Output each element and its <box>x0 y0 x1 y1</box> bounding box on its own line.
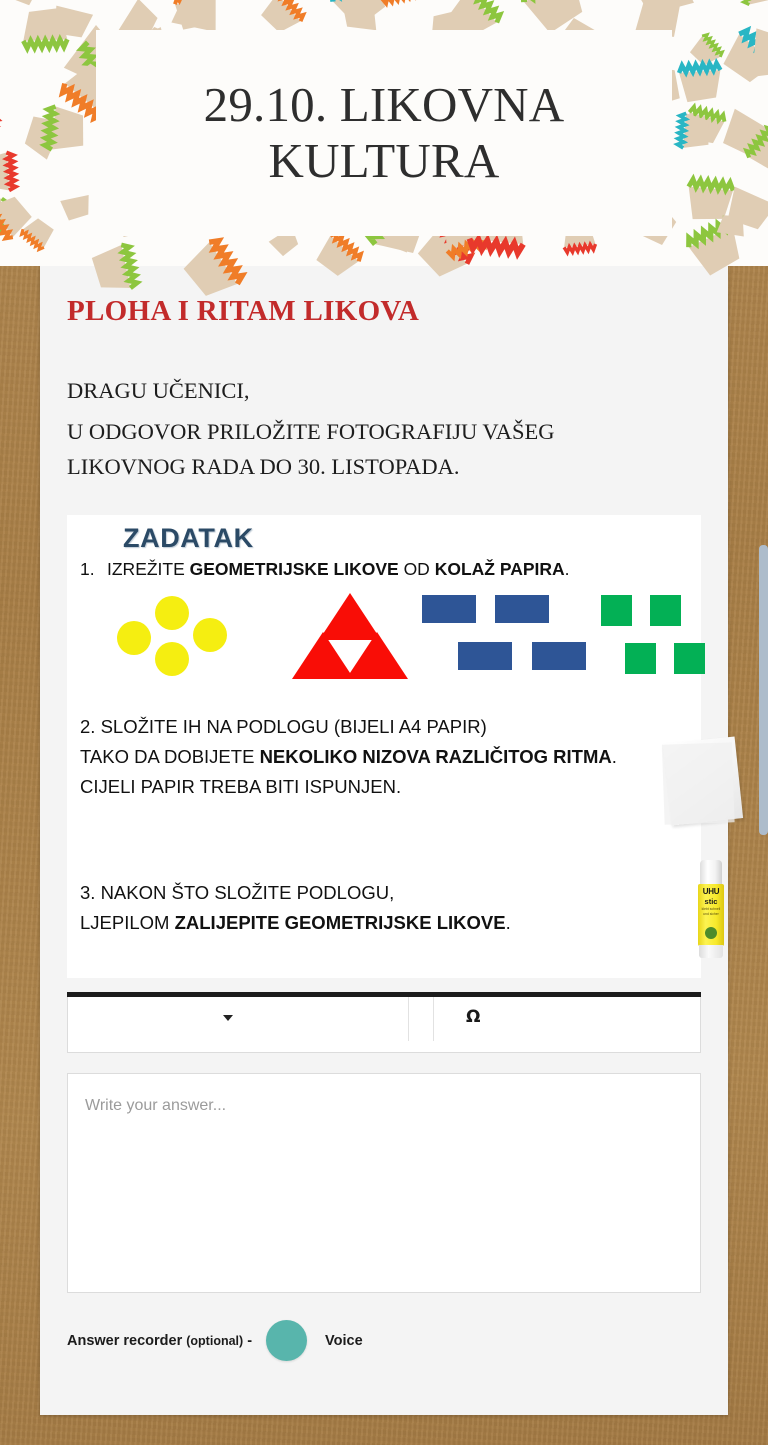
intro-line-1: DRAGU UČENICI, <box>67 378 250 403</box>
intro-text <box>67 373 667 485</box>
header-title: 29.10. LIKOVNA KULTURA <box>203 77 565 188</box>
slide-heading: ZADATAK <box>123 523 254 553</box>
step-1-text-c: . <box>564 559 570 579</box>
answer-recorder-optional: (optional) <box>186 1333 244 1348</box>
glue-base <box>699 945 723 958</box>
answer-input[interactable] <box>67 1073 701 1293</box>
glue-brand: UHU <box>702 887 720 896</box>
toolbar-divider <box>408 997 409 1041</box>
glue-seal-icon <box>705 927 717 939</box>
glue-label <box>698 884 724 946</box>
step-2-line-2-b: . <box>611 745 617 767</box>
assignment-card <box>40 265 728 1415</box>
step-3-line-2-a: LJEPILOM <box>80 911 175 933</box>
voice-record-button[interactable] <box>266 1320 307 1361</box>
answer-recorder-label: Answer recorder <box>67 1332 183 1349</box>
step-3-line-2-bold: ZALIJEPITE GEOMETRIJSKE LIKOVE <box>174 911 506 933</box>
green-square <box>674 643 705 674</box>
step-2-line-2-a: TAKO DA DOBIJETE <box>80 745 260 767</box>
shape-group-green-squares <box>601 593 691 683</box>
vertical-scrollbar[interactable] <box>759 545 768 835</box>
glue-stick-photo <box>697 860 725 958</box>
glue-fine-print: klebt schnell und sicher <box>701 907 721 917</box>
blue-rectangle <box>532 642 586 670</box>
green-square <box>650 595 681 626</box>
step-3-line-2-b: . <box>505 911 511 933</box>
blue-rectangle <box>495 595 549 623</box>
step-2-text <box>80 712 617 802</box>
green-square <box>601 595 632 626</box>
step-1-bold-b: KOLAŽ PAPIRA <box>434 559 565 579</box>
glue-product: stic <box>704 897 718 906</box>
a4-paper-photo <box>663 736 743 825</box>
shape-group-yellow-circles <box>117 593 232 683</box>
voice-label: Voice <box>325 1332 363 1349</box>
step-1-text-b: OD <box>398 559 435 579</box>
blue-rectangle <box>458 642 512 670</box>
yellow-circle <box>117 621 151 655</box>
omega-symbol-icon[interactable]: Ω <box>466 1007 481 1027</box>
answer-placeholder: Write your answer... <box>85 1097 227 1114</box>
assignment-slide <box>67 515 721 978</box>
step-2-line-1: 2. SLOŽITE IH NA PODLOGU (BIJELI A4 PAPIR) <box>80 716 487 737</box>
page-title: PLOHA I RITAM LIKOVA <box>67 295 420 327</box>
yellow-circle <box>155 596 189 630</box>
toolbar-divider <box>433 997 434 1041</box>
step-1-text-a: IZREŽITE <box>107 559 190 579</box>
glue-cap <box>700 860 722 887</box>
step-1-text <box>80 559 570 580</box>
step-3-text <box>80 878 511 938</box>
red-triangle <box>292 632 354 679</box>
shape-group-red-triangles <box>292 593 408 683</box>
step-2-line-3: CIJELI PAPIR TREBA BITI ISPUNJEN. <box>80 775 402 797</box>
header-title-plate <box>96 30 672 236</box>
answer-recorder-dash: - <box>247 1332 253 1349</box>
step-3-line-2 <box>80 908 511 938</box>
answer-editor-toolbar[interactable] <box>67 997 701 1053</box>
step-1-number: 1. <box>80 559 95 579</box>
chevron-down-icon[interactable] <box>223 1015 233 1021</box>
blue-rectangle <box>422 595 476 623</box>
green-square <box>625 643 656 674</box>
yellow-circle <box>155 642 189 676</box>
shape-group-blue-rectangles <box>422 593 562 683</box>
red-triangle <box>346 632 408 679</box>
step-2-line-2 <box>80 742 617 772</box>
answer-recorder-row <box>67 1320 363 1361</box>
intro-line-2: U ODGOVOR PRILOŽITE FOTOGRAFIJU VAŠEG LIKOVNOG RADA DO 30. LISTOPADA. <box>67 418 555 480</box>
yellow-circle <box>193 618 227 652</box>
step-3-line-1: 3. NAKON ŠTO SLOŽITE PODLOGU, <box>80 882 395 903</box>
header-banner <box>0 0 768 266</box>
step-2-line-2-bold: NEKOLIKO NIZOVA RAZLIČITOG RITMA <box>259 745 612 767</box>
step-1-bold-a: GEOMETRIJSKE LIKOVE <box>189 559 399 579</box>
